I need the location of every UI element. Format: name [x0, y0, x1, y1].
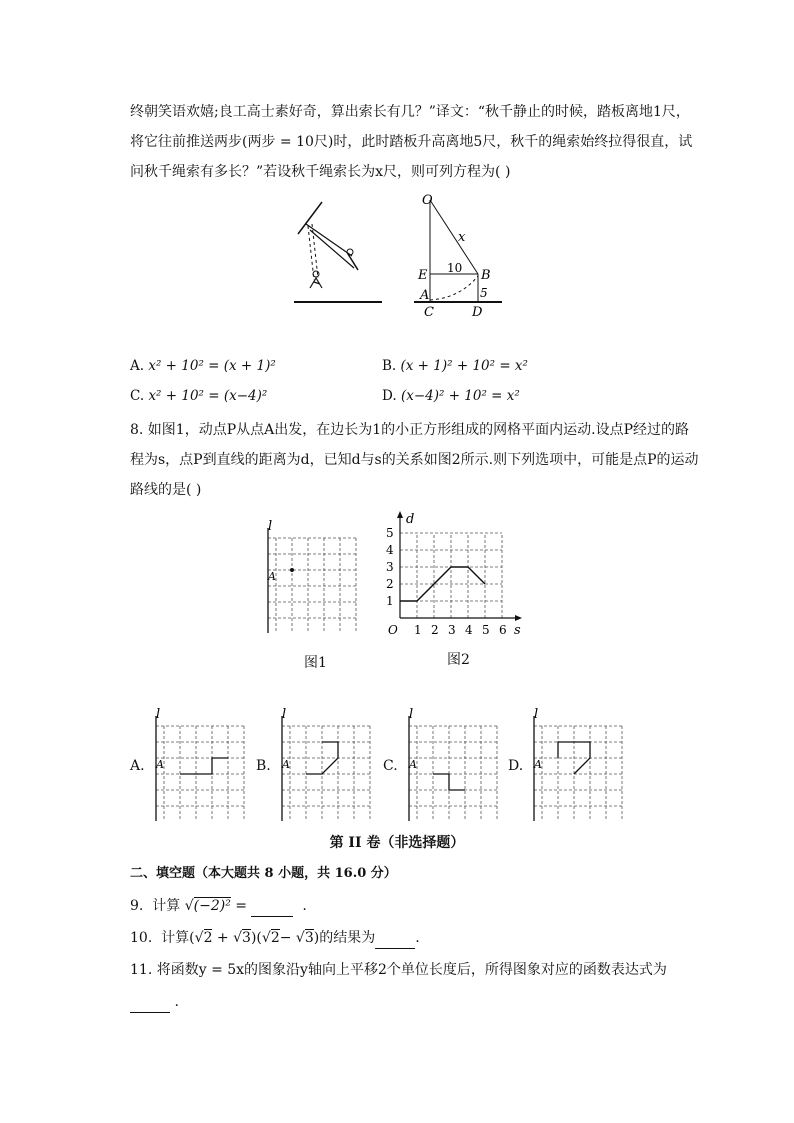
- y-tick-label: 4: [386, 543, 394, 557]
- origin-label: O: [388, 623, 398, 637]
- q8-option-b-letter[interactable]: B.: [256, 758, 271, 774]
- q8-option-a-grid[interactable]: [146, 706, 246, 821]
- x-tick-label: 3: [448, 623, 456, 637]
- y-axis-arrow: [397, 511, 403, 518]
- option-expr: x² + 10² = (x−4)²: [148, 388, 268, 404]
- fig1-point-label: A: [268, 570, 276, 583]
- option-expr: (x−4)² + 10² = x²: [400, 388, 520, 404]
- y-tick-label: 1: [386, 594, 394, 608]
- q9: [130, 896, 307, 917]
- x-tick-label: 4: [465, 623, 473, 637]
- option-letter: B.: [382, 358, 397, 374]
- q8-line-2: 程为s，点P到直线的距离为d，已知d与s的关系如图2所示.则下列选项中，可能是点P的运动: [130, 452, 699, 468]
- y-tick-label: 2: [386, 577, 394, 591]
- q8-option-d-letter[interactable]: D.: [508, 758, 524, 774]
- option-point-label: A: [156, 758, 164, 771]
- label-A: A: [420, 288, 430, 303]
- q7-line-2: 将它往前推送两步(两步 = 10尺)时，此时踏板升高离地5尺，秋千的绳索始终拉得很直，试: [130, 134, 693, 150]
- q10-expression: (√2 + √3)(√2− √3): [189, 930, 320, 946]
- q11-line-2: [130, 992, 179, 1013]
- swing-illustration: [288, 196, 388, 308]
- x-tick-label: 2: [431, 623, 439, 637]
- x-axis-arrow: [515, 615, 522, 621]
- fig1-caption: 图1: [304, 655, 327, 671]
- label-D: D: [472, 305, 483, 320]
- option-line-label: l: [282, 707, 287, 722]
- label-10: 10: [447, 261, 463, 275]
- q9-expression: √(−2)²: [184, 898, 231, 914]
- x-axis-label: s: [514, 623, 521, 638]
- q11-end: .: [174, 994, 179, 1010]
- q8-option-d-grid[interactable]: [524, 706, 624, 821]
- x-tick-label: 6: [499, 623, 507, 637]
- option-line-label: l: [534, 707, 539, 722]
- label-O: O: [422, 193, 433, 208]
- q8-option-a-letter[interactable]: A.: [130, 758, 145, 774]
- q7-line-3: 问秋千绳索有多长？”若设秋千绳索长为x尺，则可列方程为( ): [130, 164, 511, 180]
- y-tick-label: 5: [386, 526, 394, 540]
- point-a: [290, 568, 294, 572]
- figure-1-grid: [258, 518, 358, 633]
- label-E: E: [418, 268, 428, 283]
- option-line-label: l: [156, 707, 161, 722]
- q8-option-b-grid[interactable]: [272, 706, 372, 821]
- q8-line-3: 路线的是( ): [130, 482, 202, 498]
- q7-option-b[interactable]: [382, 356, 528, 376]
- q10-text-pre: 计算: [161, 930, 190, 946]
- q10-number: 10.: [130, 930, 153, 946]
- option-path: [433, 774, 465, 790]
- q7-geometry-figure: [412, 190, 507, 320]
- q7-option-c[interactable]: [130, 386, 267, 406]
- q10-answer-blank[interactable]: [375, 928, 415, 949]
- q7-option-d[interactable]: [382, 386, 520, 406]
- label-C: C: [424, 305, 434, 320]
- option-point-label: A: [534, 758, 542, 771]
- y-tick-label: 3: [386, 560, 394, 574]
- q10: [130, 928, 420, 949]
- option-point-label: A: [409, 758, 417, 771]
- q8-option-c-grid[interactable]: [399, 706, 499, 821]
- fig2-caption: 图2: [447, 652, 470, 668]
- q9-answer-blank[interactable]: [251, 896, 293, 917]
- q9-number: 9.: [130, 898, 144, 914]
- label-B: B: [481, 268, 491, 283]
- part-2-title: 第 II 卷（非选择题）: [329, 835, 465, 851]
- option-path: [180, 758, 228, 774]
- q9-equals: =: [235, 898, 248, 914]
- option-letter: A.: [130, 358, 145, 374]
- q10-end: .: [415, 930, 420, 946]
- label-x: x: [458, 230, 466, 245]
- option-expr: x² + 10² = (x + 1)²: [148, 358, 276, 374]
- figure-2-chart: [378, 506, 528, 641]
- q9-text: 计算: [152, 898, 181, 914]
- option-letter: C.: [130, 388, 145, 404]
- q11-answer-blank[interactable]: [130, 992, 170, 1013]
- option-letter: D.: [382, 388, 397, 404]
- q8-option-c-letter[interactable]: C.: [383, 758, 398, 774]
- section-2-heading: 二、填空题（本大题共 8 小题，共 16.0 分）: [130, 866, 397, 881]
- q10-text-post: 的结果为: [319, 930, 376, 946]
- q8-line-1: 8. 如图1，动点P从点A出发，在边长为1的小正方形组成的网格平面内运动.设点P经过的路: [130, 422, 690, 438]
- label-5: 5: [480, 286, 488, 300]
- option-point-label: A: [282, 758, 290, 771]
- x-tick-label: 1: [414, 623, 422, 637]
- q7-option-a[interactable]: [130, 356, 276, 376]
- y-axis-label: d: [406, 512, 415, 527]
- q11-line-1: 11. 将函数y = 5x的图象沿y轴向上平移2个单位长度后，所得图象对应的函数表达式为: [130, 962, 667, 978]
- q7-line-1: 终朝笑语欢嬉;良工高士素好奇，算出索长有几？”译文：“秋千静止的时候，踏板离地1尺，: [130, 104, 690, 120]
- option-expr: (x + 1)² + 10² = x²: [400, 358, 528, 374]
- q9-end: .: [302, 898, 307, 914]
- fig1-line-label: l: [268, 519, 273, 534]
- option-line-label: l: [409, 707, 414, 722]
- x-tick-label: 5: [482, 623, 490, 637]
